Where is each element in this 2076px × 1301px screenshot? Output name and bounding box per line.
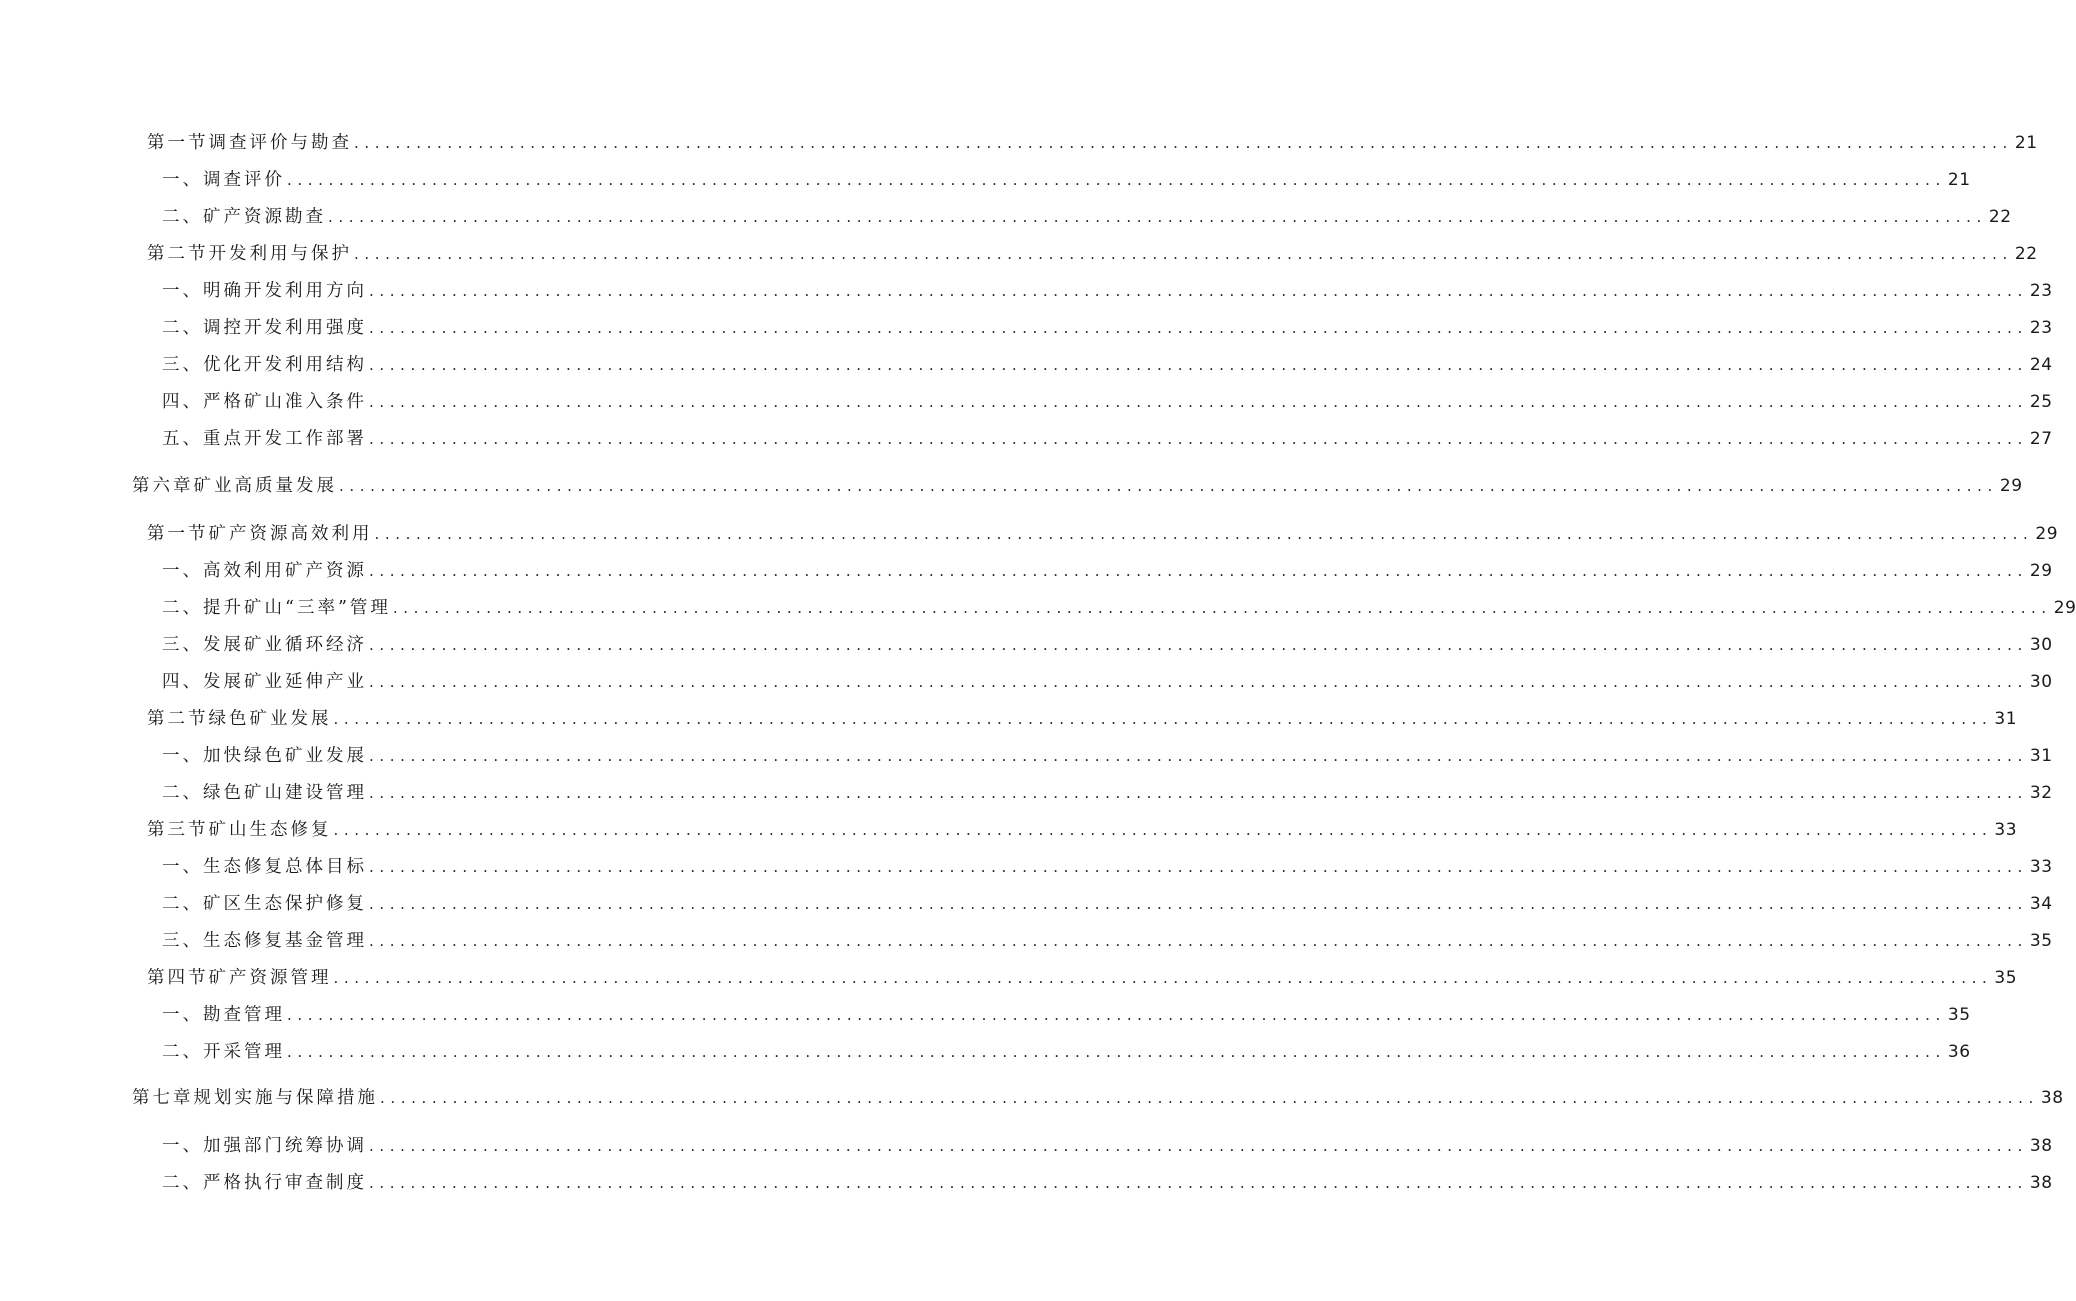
toc-entry-chapter[interactable] [132, 1079, 2064, 1109]
toc-entry-title: 第二节开发利用与保护 [147, 244, 352, 264]
toc-dot-leader: ................................................................................................................................................................ [369, 858, 2028, 876]
toc-entry-title: 五、重点开发工作部署 [162, 429, 367, 449]
toc-entry-title: 三、优化开发利用结构 [162, 355, 367, 375]
toc-dot-leader: ................................................................................................................................................................ [369, 1174, 2028, 1192]
toc-dot-leader: ................................................................................................................................................................ [369, 673, 2028, 691]
toc-dot-leader: ................................................................................................................................................................ [333, 710, 1993, 728]
toc-dot-leader: ................................................................................................................................................................ [369, 932, 2028, 950]
toc-entry-title: 四、发展矿业延伸产业 [162, 672, 367, 692]
toc-dot-leader: ................................................................................................................................................................ [333, 969, 1993, 987]
toc-dot-leader: ................................................................................................................................................................ [392, 599, 2052, 617]
toc-entry-title: 第二节绿色矿业发展 [147, 709, 332, 729]
toc-entry-item[interactable] [162, 774, 2053, 804]
toc-entry-title: 一、高效利用矿产资源 [162, 561, 367, 581]
toc-entry-item[interactable] [162, 346, 2053, 376]
toc-entry-page-number: 38 [2040, 1088, 2064, 1108]
toc-entry-title: 第七章规划实施与保障措施 [132, 1088, 378, 1108]
toc-entry-page-number: 38 [2029, 1173, 2053, 1193]
toc-dot-leader: ................................................................................................................................................................ [287, 1043, 1946, 1061]
toc-entry-item[interactable] [162, 552, 2053, 582]
toc-entry-title: 第六章矿业高质量发展 [132, 476, 337, 496]
toc-entry-page-number: 33 [2029, 857, 2053, 877]
toc-entry-item[interactable] [162, 309, 2053, 339]
toc-entry-page-number: 25 [2029, 392, 2053, 412]
toc-dot-leader: ................................................................................................................................................................ [374, 525, 2034, 543]
toc-entry-page-number: 23 [2029, 281, 2053, 301]
toc-entry-page-number: 30 [2029, 635, 2053, 655]
toc-entry-title: 一、加强部门统筹协调 [162, 1136, 367, 1156]
toc-entry-title: 二、矿产资源勘查 [162, 207, 326, 227]
toc-entry-page-number: 38 [2029, 1136, 2053, 1156]
toc-entry-page-number: 36 [1947, 1042, 1971, 1062]
toc-entry-title: 第四节矿产资源管理 [147, 968, 332, 988]
toc-entry-title: 一、勘查管理 [162, 1005, 285, 1025]
toc-entry-title: 二、严格执行审查制度 [162, 1173, 367, 1193]
toc-entry-item[interactable] [162, 1164, 2053, 1194]
toc-entry-page-number: 29 [1999, 476, 2023, 496]
toc-entry-page-number: 22 [2014, 244, 2038, 264]
toc-dot-leader: ................................................................................................................................................................ [369, 430, 2028, 448]
toc-entry-item[interactable] [162, 663, 2053, 693]
toc-entry-title: 三、发展矿业循环经济 [162, 635, 367, 655]
toc-dot-leader: ................................................................................................................................................................ [354, 134, 2013, 152]
toc-entry-title: 四、严格矿山准入条件 [162, 392, 367, 412]
toc-dot-leader: ................................................................................................................................................................ [369, 319, 2028, 337]
toc-dot-leader: ................................................................................................................................................................ [369, 562, 2028, 580]
toc-dot-leader: ................................................................................................................................................................ [354, 245, 2013, 263]
toc-entry-title: 第一节调查评价与勘查 [147, 133, 352, 153]
toc-entry-page-number: 29 [2053, 598, 2076, 618]
toc-entry-title: 三、生态修复基金管理 [162, 931, 367, 951]
toc-entry-page-number: 27 [2029, 429, 2053, 449]
toc-entry-page-number: 35 [1947, 1005, 1971, 1025]
toc-entry-page-number: 30 [2029, 672, 2053, 692]
toc-entry-page-number: 35 [1994, 968, 2018, 988]
toc-dot-leader: ................................................................................................................................................................ [369, 393, 2028, 411]
toc-entry-page-number: 21 [2014, 133, 2038, 153]
toc-entry-item[interactable] [162, 922, 2053, 952]
toc-entry-title: 一、明确开发利用方向 [162, 281, 367, 301]
toc-entry-item[interactable] [162, 626, 2053, 656]
toc-entry-title: 二、绿色矿山建设管理 [162, 783, 367, 803]
toc-entry-section[interactable] [147, 959, 2018, 989]
toc-entry-item[interactable] [162, 198, 2012, 228]
toc-entry-title: 二、开采管理 [162, 1042, 285, 1062]
toc-dot-leader: ................................................................................................................................................................ [369, 1137, 2028, 1155]
toc-dot-leader: ................................................................................................................................................................ [369, 895, 2028, 913]
toc-entry-title: 第三节矿山生态修复 [147, 820, 332, 840]
toc-dot-leader: ................................................................................................................................................................ [369, 784, 2028, 802]
toc-entry-page-number: 23 [2029, 318, 2053, 338]
toc-entry-title: 第一节矿产资源高效利用 [147, 524, 373, 544]
toc-entry-title: 二、调控开发利用强度 [162, 318, 367, 338]
toc-dot-leader: ................................................................................................................................................................ [287, 171, 1946, 189]
toc-entry-page-number: 29 [2035, 524, 2059, 544]
toc-dot-leader: ................................................................................................................................................................ [369, 636, 2028, 654]
toc-entry-page-number: 31 [1994, 709, 2018, 729]
toc-entry-section[interactable] [147, 124, 2038, 154]
toc-entry-page-number: 24 [2029, 355, 2053, 375]
toc-entry-title: 一、加快绿色矿业发展 [162, 746, 367, 766]
toc-entry-page-number: 22 [1988, 207, 2012, 227]
toc-dot-leader: ................................................................................................................................................................ [333, 821, 1993, 839]
toc-entry-page-number: 34 [2029, 894, 2053, 914]
toc-entry-section[interactable] [147, 700, 2018, 730]
toc-dot-leader: ................................................................................................................................................................ [328, 208, 1987, 226]
toc-dot-leader: ................................................................................................................................................................ [339, 477, 1998, 495]
toc-dot-leader: ................................................................................................................................................................ [369, 747, 2028, 765]
toc-entry-section[interactable] [147, 515, 2059, 545]
toc-entry-item[interactable] [162, 737, 2053, 767]
toc-dot-leader: ................................................................................................................................................................ [287, 1006, 1946, 1024]
toc-entry-title: 二、矿区生态保护修复 [162, 894, 367, 914]
toc-entry-page-number: 29 [2029, 561, 2053, 581]
toc-dot-leader: ................................................................................................................................................................ [380, 1089, 2039, 1107]
toc-entry-title: 二、提升矿山“三率”管理 [162, 598, 391, 618]
toc-entry-title: 一、调查评价 [162, 170, 285, 190]
toc-entry-item[interactable] [162, 1127, 2053, 1157]
toc-entry-item[interactable] [162, 420, 2053, 450]
toc-entry-item[interactable] [162, 885, 2053, 915]
toc-entry-page-number: 32 [2029, 783, 2053, 803]
toc-entry-page-number: 31 [2029, 746, 2053, 766]
toc-entry-page-number: 21 [1947, 170, 1971, 190]
toc-entry-page-number: 35 [2029, 931, 2053, 951]
toc-entry-page-number: 33 [1994, 820, 2018, 840]
toc-entry-section[interactable] [147, 235, 2038, 265]
toc-entry-chapter[interactable] [132, 467, 2023, 497]
toc-entry-item[interactable] [162, 383, 2053, 413]
toc-entry-item[interactable] [162, 589, 2076, 619]
toc-entry-item[interactable] [162, 161, 1971, 191]
toc-entry-section[interactable] [147, 811, 2018, 841]
toc-entry-item[interactable] [162, 1033, 1971, 1063]
toc-entry-item[interactable] [162, 996, 1971, 1026]
toc-dot-leader: ................................................................................................................................................................ [369, 282, 2028, 300]
toc-entry-title: 一、生态修复总体目标 [162, 857, 367, 877]
toc-entry-item[interactable] [162, 848, 2053, 878]
toc-entry-item[interactable] [162, 272, 2053, 302]
toc-dot-leader: ................................................................................................................................................................ [369, 356, 2028, 374]
